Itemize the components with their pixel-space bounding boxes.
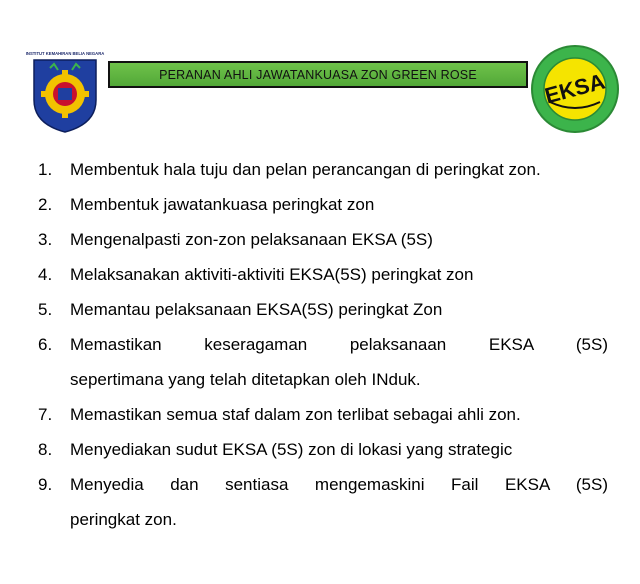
eksa-logo [530,44,620,134]
list-item [38,292,608,327]
item-number: 2. [38,195,53,214]
role-list [38,152,608,537]
list-item [38,397,608,432]
item-number: 7. [38,405,53,424]
item-number: 6. [38,335,53,354]
item-text: Melaksanakan aktiviti-aktiviti EKSA(5S) peringkat zon [70,265,474,284]
title-banner [108,61,528,88]
item-text: Memantau pelaksanaan EKSA(5S) peringkat Zon [70,300,443,319]
list-item [38,187,608,222]
item-number: 3. [38,230,53,249]
item-text: Membentuk hala tuju dan pelan perancangan di peringkat zon. [70,160,541,179]
item-text-block [70,467,608,537]
list-item [38,432,608,467]
item-text-continued: peringkat zon. [70,510,177,529]
item-text-block [70,327,608,397]
item-number: 4. [38,265,53,284]
logo-caption: INSTITUT KEMAHIRAN BELIA NEGARA [25,51,105,56]
institution-logo [25,48,105,134]
item-text: Memastikan keseragaman pelaksanaan EKSA (5S) [70,335,608,354]
item-number: 5. [38,300,53,319]
page-title: PERANAN AHLI JAWATANKUASA ZON GREEN ROSE [159,67,477,82]
item-text: Membentuk jawatankuasa peringkat zon [70,195,375,214]
item-text: Mengenalpasti zon-zon pelaksanaan EKSA (5S) [70,230,433,249]
list-item [38,257,608,292]
svg-text:EKSA: EKSA [542,68,608,109]
item-text: Menyedia dan sentiasa mengemaskini Fail EKSA (5S) [70,475,608,494]
item-number: 9. [38,475,53,494]
item-text-continued: sepertimana yang telah ditetapkan oleh INduk. [70,370,421,389]
item-text: Menyediakan sudut EKSA (5S) zon di lokasi yang strategic [70,440,513,459]
list-item [38,222,608,257]
item-number: 1. [38,160,53,179]
item-text: Memastikan semua staf dalam zon terlibat sebagai ahli zon. [70,405,521,424]
item-number: 8. [38,440,53,459]
list-item [38,327,608,397]
list-item [38,152,608,187]
list-item [38,467,608,537]
